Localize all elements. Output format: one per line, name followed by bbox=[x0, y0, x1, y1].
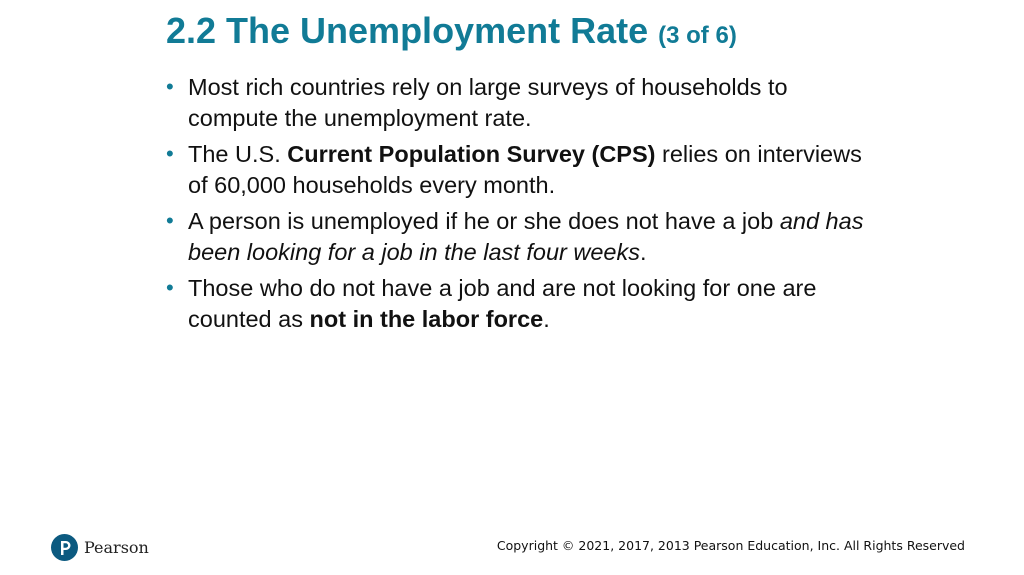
bullet-dot-icon: • bbox=[166, 74, 174, 99]
bullet-text-bold: Current Population Survey (CPS) bbox=[287, 141, 656, 167]
bullet-text-post: relies on interviews of 60,000 households every month. bbox=[188, 141, 862, 198]
bullet-text-pre: Those who do not have a job and are not looking for one are counted as bbox=[188, 275, 817, 332]
bullet-dot-icon: • bbox=[166, 275, 174, 300]
slide-title-sub: (3 of 6) bbox=[658, 22, 737, 49]
bullet-text-italic: and has been looking for a job in the last four weeks bbox=[188, 208, 864, 265]
bullet-text-post: . bbox=[543, 305, 550, 332]
slide-title-main: 2.2 The Unemployment Rate bbox=[166, 10, 649, 51]
bullet-text: Most rich countries rely on large surveys of households to compute the unemployment rate. bbox=[188, 74, 788, 131]
slide-title bbox=[166, 10, 737, 52]
pearson-logo-icon bbox=[51, 534, 78, 561]
bullet-dot-icon: • bbox=[166, 141, 174, 166]
bullet-item-4 bbox=[166, 273, 866, 334]
copyright-notice: Copyright © 2021, 2017, 2013 Pearson Education, Inc. All Rights Reserved bbox=[496, 538, 965, 553]
pearson-p-glyph bbox=[51, 534, 78, 561]
bullet-item-2 bbox=[166, 139, 866, 200]
pearson-logo bbox=[51, 534, 149, 561]
bullet-list bbox=[166, 72, 866, 340]
bullet-item-1 bbox=[166, 72, 866, 133]
bullet-item-3 bbox=[166, 206, 866, 267]
bullet-text-bold: not in the labor force bbox=[309, 305, 544, 332]
pearson-logo-text: Pearson bbox=[84, 538, 149, 557]
bullet-text-pre: A person is unemployed if he or she does not have a job bbox=[188, 208, 780, 234]
bullet-text-pre: The U.S. bbox=[188, 141, 288, 167]
bullet-text-post: . bbox=[640, 238, 647, 265]
bullet-dot-icon: • bbox=[166, 208, 174, 233]
